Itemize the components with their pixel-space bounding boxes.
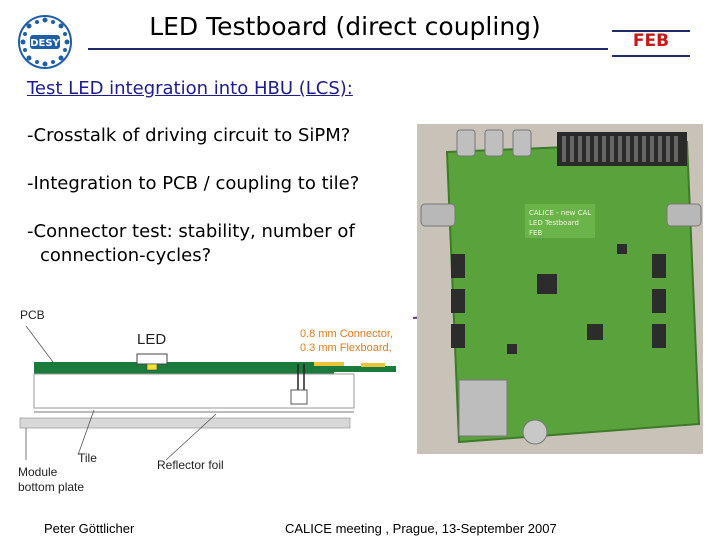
pcb-label: PCB	[20, 308, 45, 322]
header-tag: FEB	[632, 31, 670, 51]
module-label-1: Module	[18, 465, 58, 479]
board-bottom-lemo	[523, 420, 547, 444]
subtitle: Test LED integration into HBU (LCS):	[27, 78, 353, 99]
slide-title: LED Testboard (direct coupling)	[149, 12, 541, 41]
board-text-3: FEB	[529, 229, 543, 237]
bullet-connector-test: -Connector test: stability, number of	[27, 221, 355, 242]
bullet-integration: -Integration to PCB / coupling to tile?	[27, 173, 360, 194]
board-lemo-connectors	[457, 130, 531, 156]
footer-event: CALICE meeting , Prague, 13-September 2007	[285, 521, 557, 536]
led-label: LED	[137, 331, 167, 348]
testboard-photo	[417, 124, 703, 454]
bullet-crosstalk: -Crosstalk of driving circuit to SiPM?	[27, 125, 351, 146]
flexboard-label: 0.3 mm Flexboard,	[300, 342, 392, 354]
bullet-connector-test-cont: connection-cycles?	[40, 245, 212, 266]
connector-label: 0.8 mm Connector,	[300, 328, 393, 340]
reflector-label: Reflector foil	[157, 458, 224, 472]
logo-text: DESY	[30, 38, 60, 49]
footer-author: Peter Göttlicher	[44, 521, 135, 536]
board-text-2: LED Testboard	[529, 219, 579, 227]
board-side-connector-right	[667, 204, 701, 226]
board-text-1: CALICE - new CAL	[529, 209, 592, 217]
tile-label: Tile	[78, 451, 97, 465]
board-side-connector-left	[421, 204, 455, 226]
board-bottom-connector	[459, 380, 507, 436]
module-label-2: bottom plate	[18, 480, 85, 494]
